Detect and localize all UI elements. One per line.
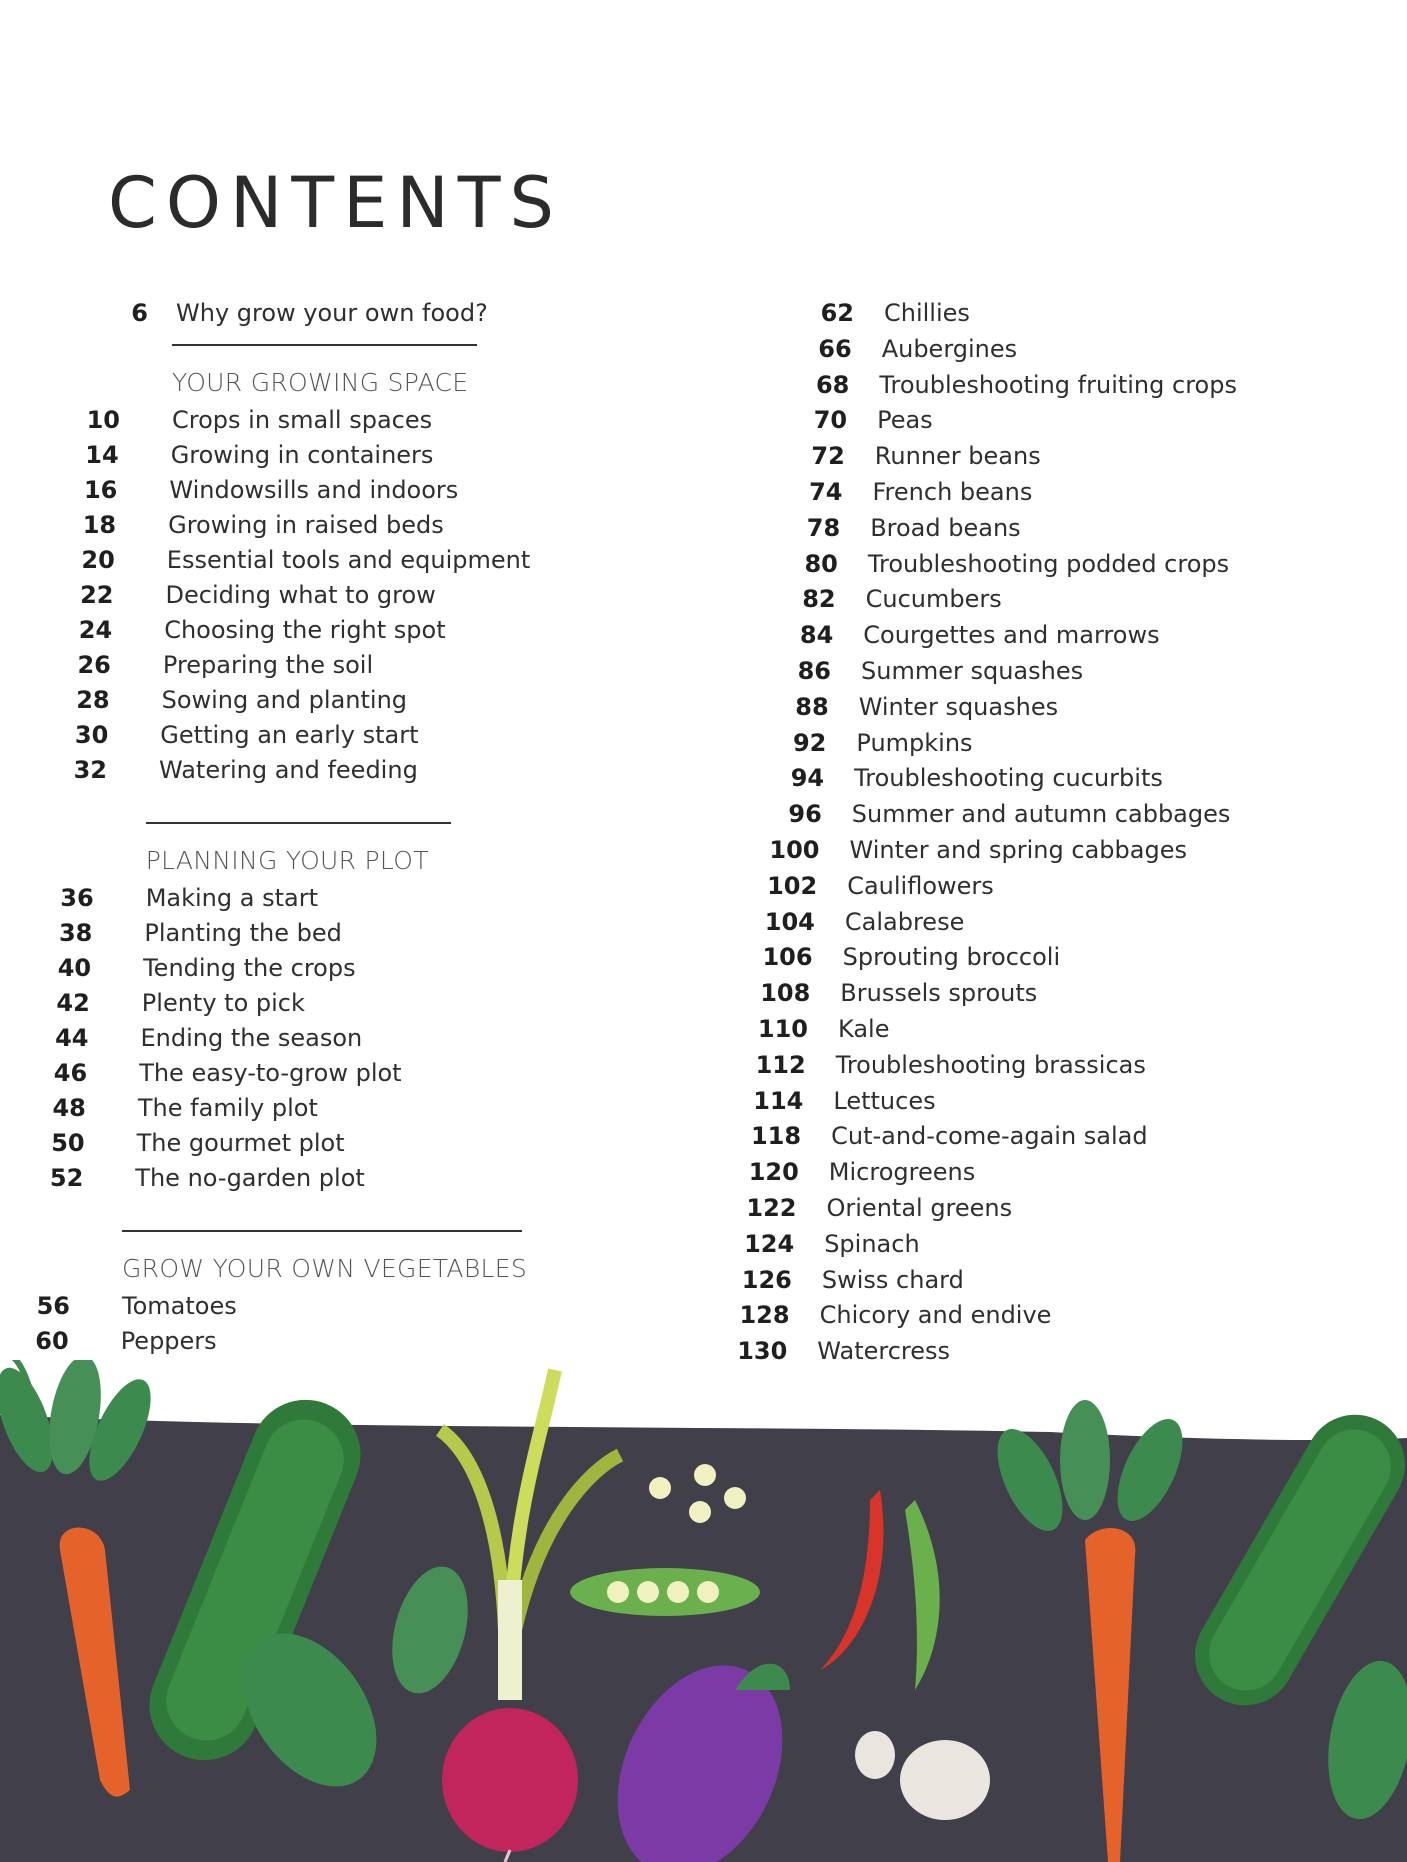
page-number: 70 [813,406,848,435]
page-number: 46 [53,1059,88,1087]
page-number: 66 [818,334,852,363]
page-number: 96 [788,800,822,829]
page-number: 68 [815,370,850,399]
entry-title: Deciding what to grow [165,581,436,609]
page-number: 86 [797,657,831,685]
entry-title: Troubleshooting podded crops [867,549,1230,578]
page-number: 38 [58,919,93,947]
entry-title: Crops in small spaces [172,406,433,434]
page-number: 62 [820,299,854,327]
page-number: 106 [762,943,813,972]
entry-title: Oriental greens [826,1194,1013,1222]
entry-title: Growing in containers [170,441,434,469]
page-number: 50 [51,1129,85,1157]
entry-title: Growing in raised beds [168,511,444,539]
page-number: 40 [57,954,92,982]
page-number: 114 [753,1086,804,1115]
section-heading: GROW YOUR OWN VEGETABLES [122,1254,527,1283]
page-number: 92 [792,728,827,757]
page-number: 104 [764,907,815,936]
entry-title: Windowsills and indoors [169,476,459,504]
page-number: 42 [56,989,90,1017]
page-number: 10 [86,406,120,434]
page-number: 88 [795,692,829,721]
entry-title: Lettuces [833,1086,936,1115]
section-heading: YOUR GROWING SPACE [172,368,469,397]
page-number: 128 [739,1301,790,1330]
page-number: 122 [746,1194,797,1222]
entry-title: Cut-and-come-again salad [831,1122,1148,1151]
entry-title: Chillies [884,299,970,327]
entry-title: Sowing and planting [161,686,408,714]
page-number: 120 [748,1158,799,1187]
entry-title: Preparing the soil [162,651,374,679]
page-number: 20 [81,546,115,574]
entry-title: Getting an early start [160,721,419,749]
page-number: 78 [806,513,841,542]
entry-title: Essential tools and equipment [166,546,531,574]
page-number: 82 [802,585,836,614]
page-number: 22 [80,581,114,609]
page-number: 124 [744,1229,795,1258]
section-divider [122,1230,522,1232]
page-number: 24 [78,616,113,644]
entry-title: Troubleshooting brassicas [835,1050,1146,1079]
entry-title: Summer squashes [861,657,1084,685]
page-number: 118 [750,1122,802,1151]
page-number: 108 [760,979,811,1008]
entry-title: Winter and spring cabbages [849,836,1187,864]
page-number: 112 [755,1050,806,1079]
page-number: 56 [36,1292,70,1320]
entry-title: Why grow your own food? [176,299,488,327]
page-number: 74 [809,478,843,506]
entry-title: Kale [838,1015,890,1043]
entry-title: Broad beans [870,513,1021,542]
entry-title: Spinach [824,1229,920,1258]
entry-title: Cucumbers [865,585,1002,614]
entry-title: Making a start [145,884,318,912]
entry-title: Choosing the right spot [164,616,446,644]
entry-title: Microgreens [828,1158,976,1187]
entry-title: The easy-to-grow plot [139,1059,402,1087]
page-number: 80 [804,549,838,578]
entry-title: Brussels sprouts [840,979,1038,1008]
page-number: 126 [741,1265,792,1294]
page-number: 102 [767,871,818,900]
page-number: 110 [757,1015,808,1043]
page-number: 18 [82,511,117,539]
page-number: 60 [35,1327,69,1355]
page-number: 14 [85,441,119,469]
page-number: 6 [131,299,148,327]
section-heading: PLANNING YOUR PLOT [145,846,429,875]
entry-title: Ending the season [140,1024,363,1052]
page-title: CONTENTS [108,162,563,244]
entry-title: Sprouting broccoli [842,943,1061,972]
page-number: 28 [76,686,110,714]
entry-title: Troubleshooting cucurbits [854,764,1163,793]
entry-title: Courgettes and marrows [863,621,1160,650]
page-number: 52 [49,1164,84,1192]
page-number: 26 [77,651,111,679]
entry-title: The gourmet plot [136,1129,345,1157]
section-divider [172,344,477,346]
page-number: 130 [737,1337,788,1366]
page-number: 30 [74,721,109,749]
entry-title: Tending the crops [143,954,356,982]
entry-title: Troubleshooting fruiting crops [879,370,1237,399]
entry-title: Planting the bed [144,919,342,947]
entry-title: The family plot [137,1094,318,1122]
page-number: 94 [790,764,825,793]
entry-title: Watering and feeding [159,756,418,784]
section-divider [146,822,451,824]
entry-title: French beans [872,478,1033,506]
page-number: 72 [811,442,845,471]
page-number: 16 [83,476,118,504]
entry-title: Watercress [817,1337,951,1366]
entry-title: Summer and autumn cabbages [851,800,1231,829]
entry-title: Swiss chard [821,1265,964,1294]
entry-title: The no-garden plot [135,1164,365,1192]
page-number: 32 [73,756,107,784]
vegetable-banner-illustration [0,1360,1407,1862]
entry-title: Cauliflowers [847,871,994,900]
entry-title: Peppers [120,1327,217,1355]
entry-title: Aubergines [881,334,1018,363]
page-number: 44 [55,1024,89,1052]
page-number: 48 [52,1094,86,1122]
page-number: 100 [769,836,820,864]
entry-title: Pumpkins [856,728,973,757]
entry-title: Chicory and endive [819,1301,1052,1330]
entry-title: Calabrese [844,907,965,936]
page-number: 84 [799,621,834,650]
entry-title: Winter squashes [858,692,1059,721]
entry-title: Tomatoes [122,1292,237,1320]
page-number: 36 [60,884,94,912]
entry-title: Runner beans [874,442,1041,471]
entry-title: Peas [877,406,933,435]
entry-title: Plenty to pick [141,989,305,1017]
